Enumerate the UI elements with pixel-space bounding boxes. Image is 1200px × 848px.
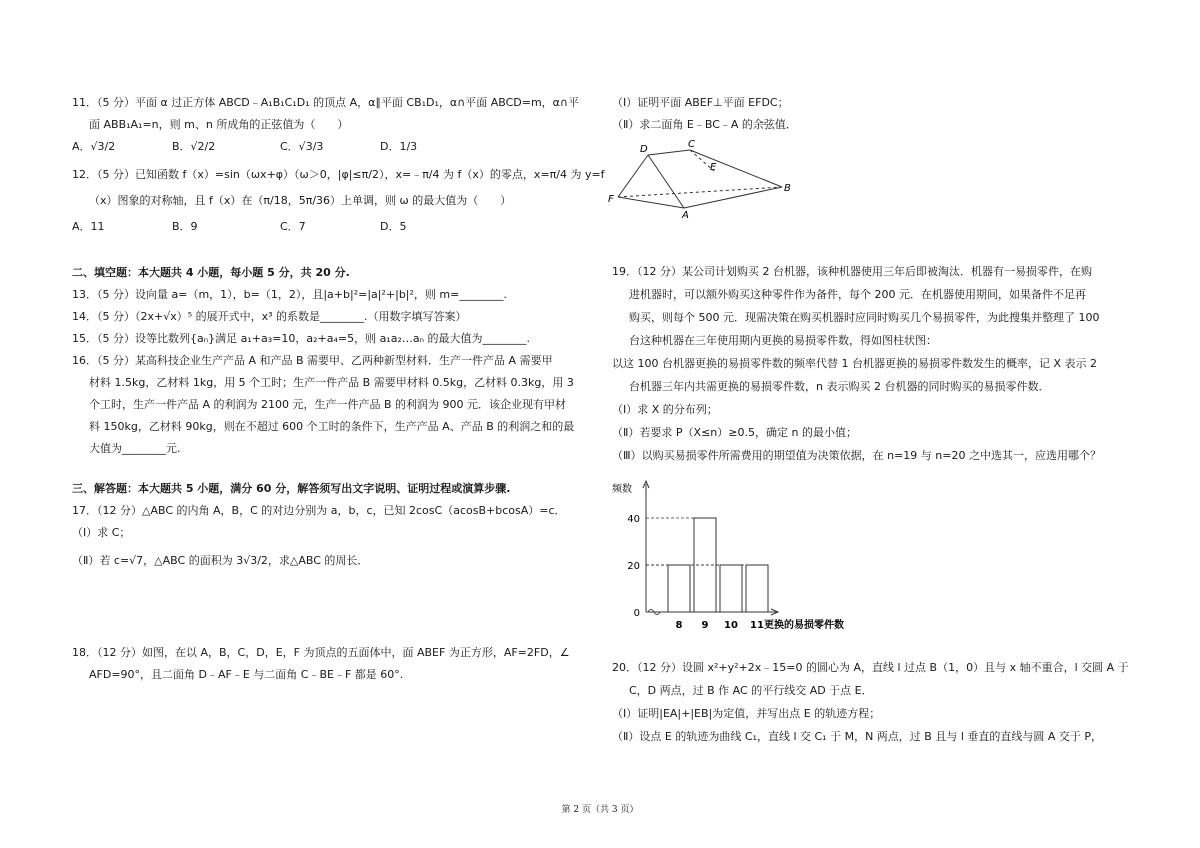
q17-part2: （Ⅱ）若 c=√7，△ABC 的面积为 3√3/2，求△ABC 的周长． <box>72 554 369 567</box>
q18-part2: （Ⅱ）求二面角 E﹣BC﹣A 的余弦值． <box>612 118 797 131</box>
q12-line2: （x）图象的对称轴，且 f（x）在（π/18，5π/36）上单调，则 ω 的最大值为（ ） <box>89 194 512 207</box>
figure-label-f: F <box>608 194 614 205</box>
q19-block <box>612 260 1132 467</box>
q13: 13．（5 分）设向量 a=（m，1），b=（1，2），且|a+b|²=|a|²+|b|²，则 m=________. <box>72 288 507 301</box>
q19-part2: （Ⅱ）若要求 P（X≤n）≥0.5，确定 n 的最小值； <box>612 426 857 439</box>
bar-8 <box>668 565 690 612</box>
q20-line2: C，D 两点，过 B 作 AC 的平行线交 AD 于点 E． <box>629 684 873 697</box>
right-column <box>612 92 1132 136</box>
q12-line1: 12．（5 分）已知函数 f（x）=sin（ωx+φ）（ω＞0，|φ|≤π/2），x=﹣π/4 为 f（x）的零点，x=π/4 为 y=f <box>72 168 605 181</box>
q15: 15．（5 分）设等比数列{aₙ}满足 a₁+a₃=10，a₂+a₄=5，则 a₁a₂…aₙ 的最大值为________. <box>72 332 530 345</box>
left-column <box>72 92 605 686</box>
page-footer: 第 2 页（共 3 页） <box>561 805 639 815</box>
q12-options <box>72 216 592 238</box>
q12-option-b: B．9 <box>172 220 198 233</box>
q19-line5: 以这 100 台机器更换的易损零件数的频率代替 1 台机器更换的易损零件数发生的概率，记 X 表示 2 <box>612 357 1098 370</box>
q18-line2: AFD=90°，且二面角 D﹣AF﹣E 与二面角 C﹣BE﹣F 都是 60°. <box>89 668 404 681</box>
bar-chart <box>606 476 866 636</box>
q11-options <box>72 136 592 158</box>
q11-option-c: C．√3/3 <box>280 140 324 153</box>
figure-label-a: A <box>682 210 689 218</box>
q19-part3: （Ⅲ）以购买易损零件所需费用的期望值为决策依据，在 n=19 与 n=20 之中选其一，应选用哪个？ <box>612 449 1101 462</box>
q12-option-c: C．7 <box>280 220 306 233</box>
y-tick-label: 0 <box>633 608 640 619</box>
q12-option-a: A．11 <box>72 220 105 233</box>
q11-line2: 面 ABB₁A₁=n，则 m、n 所成角的正弦值为（ ） <box>89 118 349 131</box>
q16-line4: 料 150kg，乙材料 90kg，则在不超过 600 个工时的条件下，生产产品 A、产品 B 的利润之和的最 <box>89 420 575 433</box>
bar-11 <box>746 565 768 612</box>
section3-heading: 三、解答题：本大题共 5 小题，满分 60 分，解答须写出文字说明、证明过程或演算步骤. <box>72 482 511 495</box>
q20-block <box>612 656 1132 748</box>
q18-line1: 18．（12 分）如图，在以 A，B，C，D，E，F 为顶点的五面体中，面 ABEF 为正方形，AF=2FD，∠ <box>72 646 570 659</box>
x-tick-label: 9 <box>701 620 709 631</box>
x-tick-label: 8 <box>675 620 683 631</box>
q20-line1: 20．（12 分）设圆 x²+y²+2x﹣15=0 的圆心为 A，直线 l 过点 B（1，0）且与 x 轴不重合，l 交圆 A 于 <box>612 661 1129 674</box>
x-tick-label: 10 <box>724 620 738 631</box>
q16-line2: 材料 1.5kg，乙材料 1kg，用 5 个工时；生产一件产品 B 需要甲材料 0.5kg，乙材料 0.3kg，用 3 <box>89 376 574 389</box>
q17-part1: （Ⅰ）求 C； <box>72 526 131 539</box>
q12-option-d: D．5 <box>380 220 407 233</box>
section2-heading: 二、填空题：本大题共 4 小题，每小题 5 分，共 20 分. <box>72 266 350 279</box>
q16-line1: 16．（5 分）某高科技企业生产产品 A 和产品 B 需要甲、乙两种新型材料．生产一件产品 A 需要甲 <box>72 354 553 367</box>
q14: 14．（5 分）（2x+√x）⁵ 的展开式中，x³ 的系数是________.（用数字填写答案） <box>72 310 467 323</box>
q11-option-d: D．1/3 <box>380 140 418 153</box>
pentahedron-figure <box>604 136 804 218</box>
q20-part2: （Ⅱ）设点 E 的轨迹为曲线 C₁，直线 l 交 C₁ 于 M，N 两点，过 B 且与 l 垂直的直线与圆 A 交于 P， <box>612 730 1103 743</box>
q16-line3: 个工时，生产一件产品 A 的利润为 2100 元，生产一件产品 B 的利润为 900 元．该企业现有甲材 <box>89 398 567 411</box>
q18-part1: （Ⅰ）证明平面 ABEF⊥平面 EFDC； <box>612 96 789 109</box>
q17-line1: 17．（12 分）△ABC 的内角 A，B，C 的对边分别为 a，b，c，已知 2cosC（acosB+bcosA）=c． <box>72 504 566 517</box>
q19-line1: 19．（12 分）某公司计划购买 2 台机器，该种机器使用三年后即被淘汰．机器有一易损零件，在购 <box>612 265 1092 278</box>
q11-line1: 11．（5 分）平面 α 过正方体 ABCD﹣A₁B₁C₁D₁ 的顶点 A，α∥平面 CB₁D₁，α∩平面 ABCD=m，α∩平 <box>72 96 579 109</box>
q19-line6: 台机器三年内共需更换的易损零件数，n 表示购买 2 台机器的同时购买的易损零件数． <box>629 380 1050 393</box>
x-axis-label: 更换的易损零件数 <box>764 620 844 631</box>
y-tick-label: 20 <box>627 561 640 572</box>
q19-line2: 进机器时，可以额外购买这种零件作为备件，每个 200 元．在机器使用期间，如果备件不足再 <box>629 288 1086 301</box>
figure-label-d: D <box>640 144 648 155</box>
q20-part1: （Ⅰ）证明|EA|+|EB|为定值，并写出点 E 的轨迹方程； <box>612 707 881 720</box>
q19-part1: （Ⅰ）求 X 的分布列； <box>612 403 718 416</box>
q19-line3: 购买，则每个 500 元．现需决策在购买机器时应同时购买几个易损零件，为此搜集并整理了 100 <box>629 311 1100 324</box>
bar-10 <box>720 565 742 612</box>
figure-label-e: E <box>710 162 717 173</box>
y-axis-label: 频数 <box>612 484 632 495</box>
y-tick-label: 40 <box>627 514 640 525</box>
q11-option-b: B．√2/2 <box>172 140 216 153</box>
figure-label-b: B <box>784 183 791 194</box>
q11-option-a: A．√3/2 <box>72 140 116 153</box>
x-tick-label: 11 <box>750 620 764 631</box>
figure-label-c: C <box>688 139 695 150</box>
q19-line4: 台这种机器在三年使用期内更换的易损零件数，得如图柱状图： <box>629 334 937 347</box>
q16-line5: 大值为________元. <box>89 442 181 455</box>
